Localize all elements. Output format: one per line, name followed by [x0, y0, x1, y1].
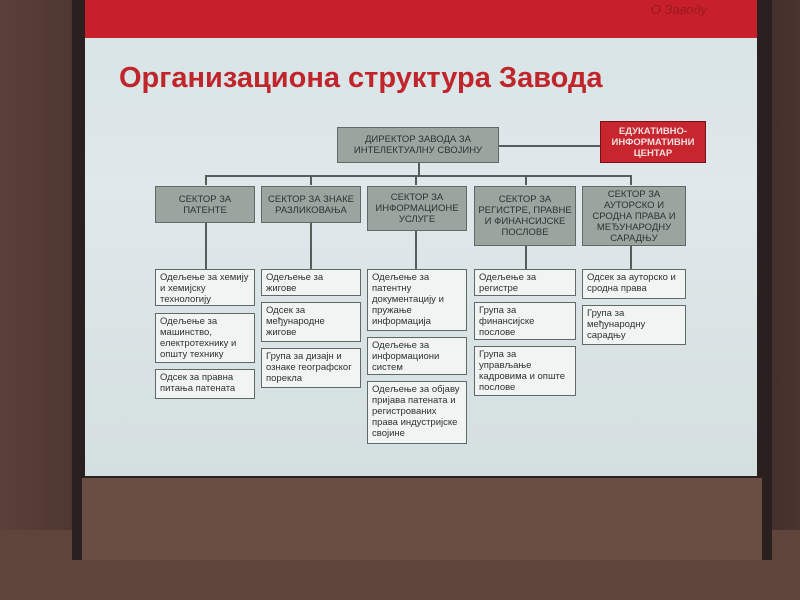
unit-finance: Група за финансијске послове — [474, 302, 576, 340]
connector-director-down — [418, 162, 420, 176]
connector-director-edu — [498, 145, 600, 147]
unit-registers: Одељење за регистре — [474, 269, 576, 296]
slide-top-bar — [85, 0, 757, 38]
sector-info-services-box: СЕКТОР ЗА ИНФОРМАЦИОНЕ УСЛУГЕ — [367, 186, 467, 231]
slide-title: Организациона структура Завода — [119, 62, 603, 94]
connector-sector-4-down — [525, 246, 527, 269]
sector-trademarks-box: СЕКТОР ЗА ЗНАКЕ РАЗЛИКОВАЊА — [261, 186, 361, 223]
unit-international-cooperation: Група за међународну сарадњу — [582, 305, 686, 345]
unit-publication: Одељење за објаву пријава патената и регистрованих права индустријске својине — [367, 381, 467, 444]
unit-information-system: Одељење за информациони систем — [367, 337, 467, 375]
unit-patent-documentation: Одељење за патентну документацију и пружање информација — [367, 269, 467, 331]
unit-trademarks-international: Одсек за међународне жигове — [261, 302, 361, 342]
connector-sector-bus — [205, 175, 632, 177]
unit-design-geo: Група за дизајн и ознаке географског порекла — [261, 348, 361, 388]
sector-copyright-box: СЕКТОР ЗА АУТОРСКО И СРОДНА ПРАВА И МЕЂУНАРОДНУ САРАДЊУ — [582, 186, 686, 246]
projected-slide — [85, 0, 757, 476]
connector-sector-2-top — [310, 175, 312, 185]
director-box: ДИРЕКТОР ЗАВОДА ЗА ИНТЕЛЕКТУАЛНУ СВОЈИНУ — [337, 127, 499, 163]
sector-patents-box: СЕКТОР ЗА ПАТЕНТЕ — [155, 186, 255, 223]
connector-sector-3-top — [415, 175, 417, 185]
unit-copyright: Одсек за ауторско и сродна права — [582, 269, 686, 299]
connector-sector-3-down — [415, 231, 417, 269]
unit-trademarks-domestic: Одељење за жигове — [261, 269, 361, 296]
unit-patents-chemistry: Одељење за хемију и хемијску технологију — [155, 269, 255, 306]
slide-section-label: О Заводу — [650, 2, 707, 17]
unit-patents-mechanical: Одељење за машинство, електротехнику и општу технику — [155, 313, 255, 363]
connector-sector-1-top — [205, 175, 207, 185]
connector-sector-5-top — [630, 175, 632, 185]
unit-patents-legal: Одсек за правна питања патената — [155, 369, 255, 399]
connector-sector-5-down — [630, 246, 632, 269]
unit-hr-general: Група за управљање кадровима и опште послове — [474, 346, 576, 396]
connector-sector-1-down — [205, 223, 207, 269]
connector-sector-4-top — [525, 175, 527, 185]
edu-center-box: ЕДУКАТИВНО-ИНФОРМАТИВНИ ЦЕНТАР — [600, 121, 706, 163]
projection-screen-lower — [82, 478, 762, 560]
room-wall-left — [0, 0, 70, 600]
connector-sector-2-down — [310, 223, 312, 269]
sector-registers-box: СЕКТОР ЗА РЕГИСТРЕ, ПРАВНЕ И ФИНАНСИЈСКЕ ПОСЛОВЕ — [474, 186, 576, 246]
